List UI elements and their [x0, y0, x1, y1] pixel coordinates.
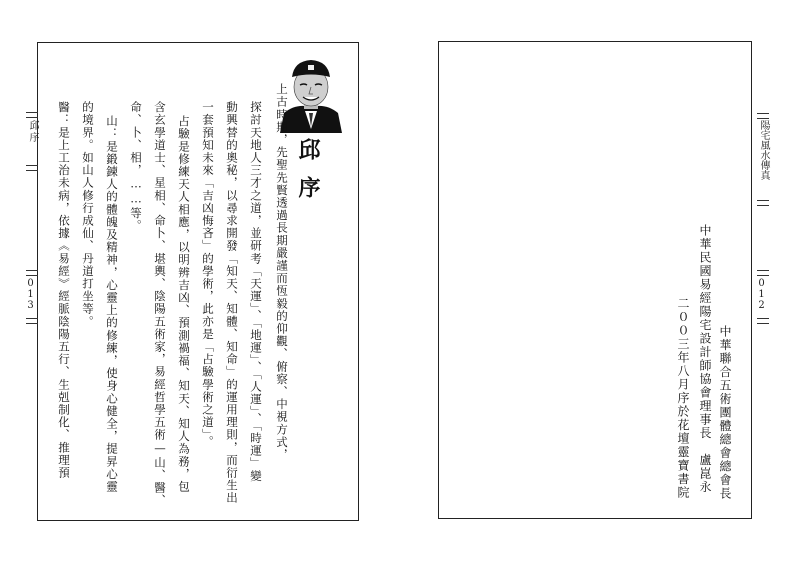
tab-marker — [26, 165, 38, 171]
text-column: 動興替的奧秘，以尋求開發「知天、知體、知命」的運用理則，而衍生出 — [225, 101, 239, 505]
tab-marker — [757, 318, 769, 324]
tab-marker — [26, 270, 38, 276]
tab-marker — [757, 113, 769, 119]
signature-line: 二００三年八月序於花壇靈寶書院 — [676, 297, 690, 500]
text-column: 一套預知未來「吉凶悔吝」的學術，此亦是「占驗學術之道」。 — [201, 101, 215, 449]
text-column: 醫：是上工治未病，依據《易經》經脈陰陽五行、生剋制化、推理預 — [57, 101, 71, 479]
margin-tab-title: 邱序 — [27, 120, 38, 144]
tab-marker — [757, 200, 769, 206]
text-column: 命、卜、相，……等。 — [129, 101, 143, 232]
text-column: 上古時期，先聖先賢透過長期嚴謹而恆毅的仰觀、俯察、中視方式， — [275, 83, 289, 461]
text-column: 山：是鍛鍊人的體魄及精神，心靈上的修練，使身心健全，提昇心靈 — [105, 115, 119, 493]
page-number: 013 — [25, 278, 36, 311]
text-column: 的境界。如山人修行成仙、丹道打坐等。 — [81, 101, 95, 328]
tab-marker — [757, 270, 769, 276]
page-number: 012 — [756, 278, 767, 311]
tab-marker — [26, 112, 38, 118]
text-column: 占驗是修練天人相應，以明辨吉凶、預測禍福、知天、知人為務，包 — [177, 115, 191, 493]
margin-tab-title: 陽宅風水傳真 — [758, 120, 769, 180]
signature-line: 中華聯合五術團體總會總會長 — [718, 325, 732, 501]
text-column: 探討天地人三才之道，並研考「天運」、「地運」、「人運」、「時運」變 — [249, 101, 263, 483]
left-page — [37, 42, 359, 521]
text-column: 含玄學道士、星相、命卜、堪輿、陰陽五術家，易經哲學五術—山、醫、 — [153, 101, 167, 507]
signature-line: 中華民國易經陽宅設計師協會理事長 盧崑永 — [698, 224, 712, 494]
page-title: 邱序 — [295, 138, 321, 214]
tab-marker — [26, 318, 38, 324]
right-page — [438, 41, 752, 519]
